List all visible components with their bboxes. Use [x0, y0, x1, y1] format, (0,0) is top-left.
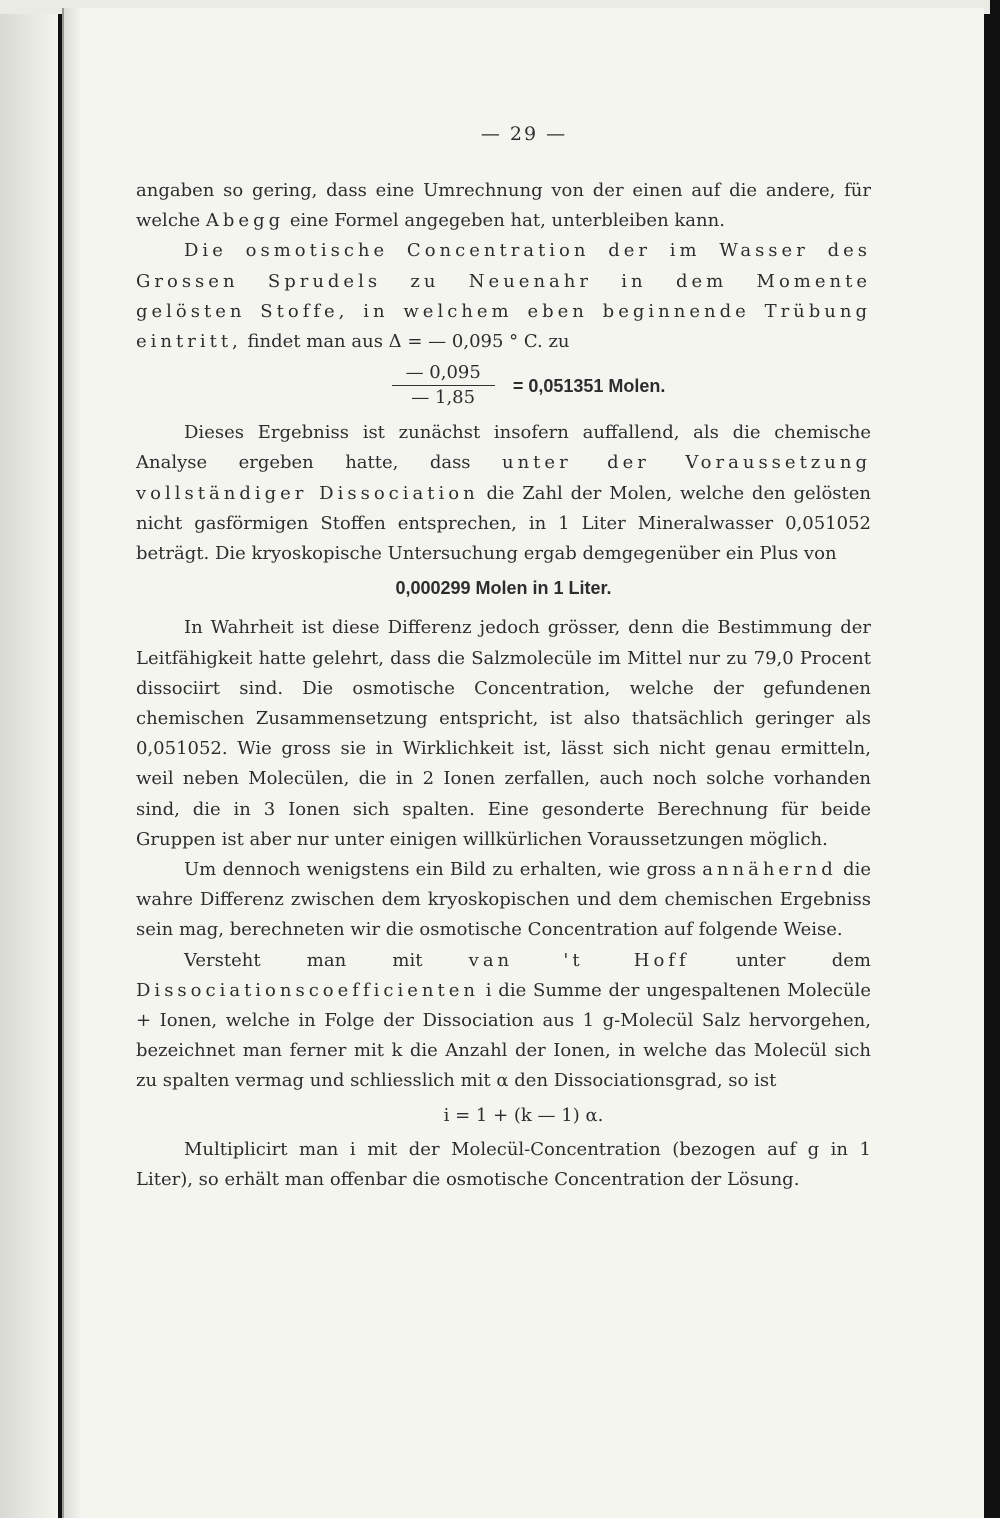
text: angaben so gering, dass eine Umrechnung von der einen auf die andere, für welche [136, 180, 871, 232]
fraction [392, 361, 495, 410]
paragraph-6 [136, 946, 871, 1097]
paragraph-3 [136, 418, 871, 569]
book-page [62, 8, 984, 1518]
text: die Zahl der Molen, welche den gelösten nicht gasförmigen Stoffen entsprechen, in 1 Liter Mineralwasser 0,051052 beträgt. Die kryoskopische Untersuchung ergab demgegenüber ein Plus von [136, 482, 871, 565]
spaced-name: van 't Hoff [468, 949, 690, 971]
text: i die Summe der ungespaltenen Molecüle + Ionen, welche in Folge der Dissociation aus 1 g-Molecül Salz hervorgehen, bezeichnet man ferner mit k die Anzahl der Ionen, in welche das Molecül sich zu spalten vermag und schliesslich mit α den Dissociationsgrad, so ist [136, 979, 871, 1092]
spaced-term: Dissociationscoefficienten [136, 979, 479, 1001]
page-body [136, 176, 871, 1195]
text: Dieses Ergebniss ist zunächst insofern auffallend, als die chemische Analyse ergeben hatte, dass [136, 422, 871, 474]
text: Versteht man mit [184, 949, 423, 971]
paragraph-7: Multiplicirt man i mit der Molecül-Concentration (bezogen auf g in 1 Liter), so erhält man offenbar die osmotische Concentration der Lösung. [136, 1138, 871, 1191]
fraction-numerator: — 0,095 [392, 361, 495, 386]
fraction-denominator: — 1,85 [411, 387, 476, 409]
spaced-text: unter der Voraussetzung vollständiger Dissociation [136, 452, 871, 504]
spaced-text: Die osmotische Concentration der im Wasser des Grossen Sprudels zu Neuenahr in dem Momente gelösten Stoffe, in welchem eben beginnende Trübung eintritt, [136, 240, 871, 353]
left-page-edge [0, 0, 58, 1518]
text: Um dennoch wenigstens ein Bild zu erhalten, wie gross [184, 859, 696, 881]
text: eine Formel angegeben hat, unterbleiben kann. [289, 210, 725, 232]
fraction-equation [186, 361, 871, 410]
equation-result: = 0,051351 Molen. [512, 375, 666, 396]
highlighted-result: 0,000299 Molen in 1 Liter. [395, 578, 612, 599]
text: die wahre Differenz zwischen dem kryoskopischen und dem chemischen Ergebniss sein mag, berechneten wir die osmotische Concentration auf folgende Weise. [136, 859, 871, 941]
paragraph-4: In Wahrheit ist diese Differenz jedoch grösser, denn die Bestimmung der Leitfähigkeit hatte gelehrt, dass die Salzmolecüle im Mittel nur zu 79,0 Procent dissociirt sind. Die osmotische Concentration, welche der gefundenen chemischen Zusammensetzung entspricht, ist also thatsächlich geringer als 0,051052. Wie gross sie in Wirklichkeit ist, lässt sich nicht genau ermitteln, weil neben Molecülen, die in 2 Ionen zerfallen, auch noch solche vorhanden sind, die in 3 Ionen sich spalten. Eine gesonderte Berechnung für beide Gruppen ist aber nur unter einigen willkürlichen Voraussetzungen möglich. [136, 617, 871, 850]
spaced-text: annähernd [702, 859, 837, 881]
paragraph-2 [136, 236, 871, 357]
page-fold-shadow [64, 8, 82, 1518]
paragraph-1 [136, 176, 871, 236]
text: findet man aus Δ = — 0,095 ° C. zu [247, 331, 570, 353]
formula: i = 1 + (k — 1) α. [443, 1104, 604, 1126]
text: unter dem [735, 949, 871, 971]
paragraph-5 [136, 855, 871, 946]
page-number: — 29 — [480, 123, 568, 145]
spaced-name: Abegg [205, 210, 285, 232]
